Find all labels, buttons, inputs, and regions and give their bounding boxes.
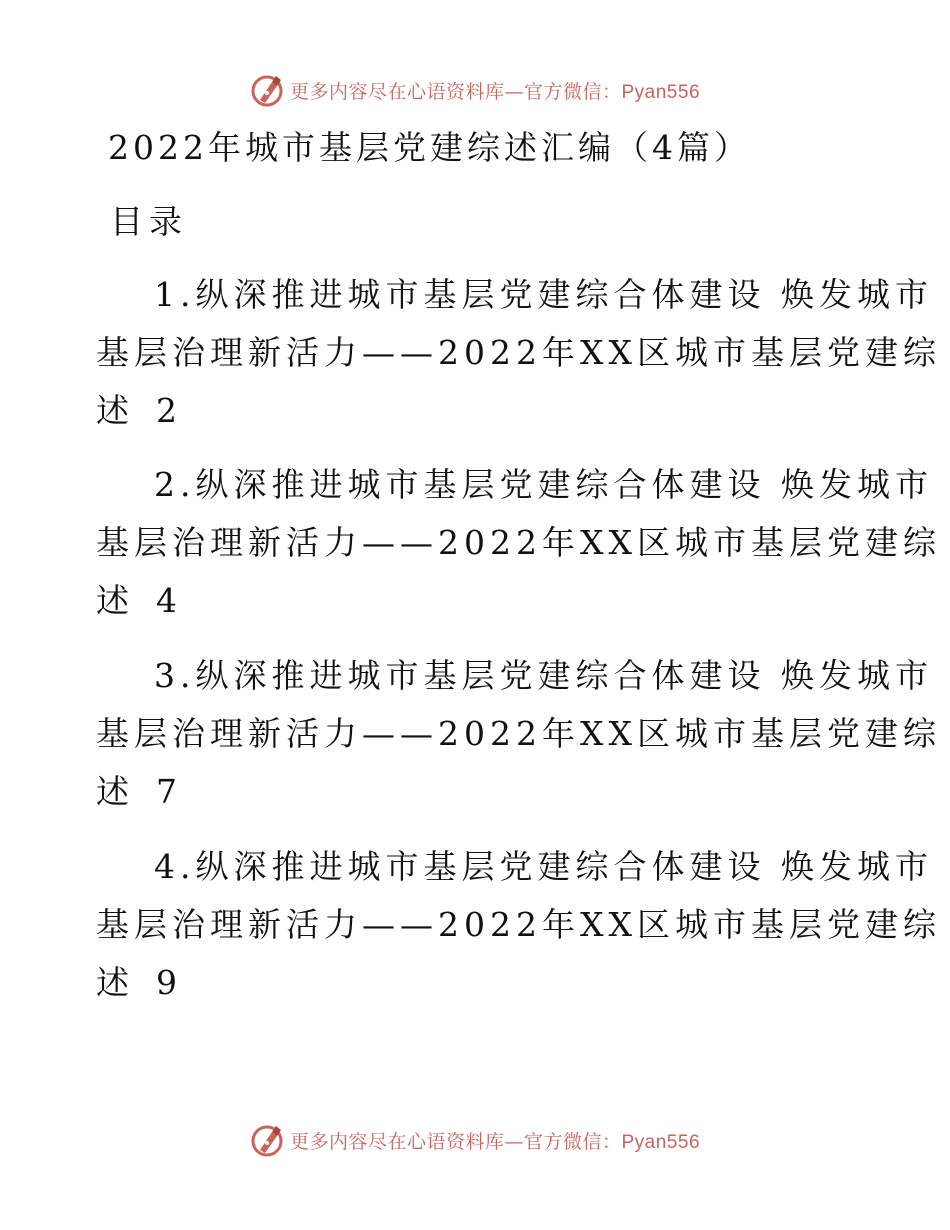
- toc-entry-line: 1.纵深推进城市基层党建综合体建设 焕发城市: [154, 275, 933, 314]
- toc-entry-line: 基层治理新活力——2022年XX区城市基层党建综: [96, 714, 941, 753]
- toc-entry-line: 2.纵深推进城市基层党建综合体建设 焕发城市: [154, 465, 933, 504]
- watermark-header: [0, 70, 950, 110]
- toc-entry-line: 4.纵深推进城市基层党建综合体建设 焕发城市: [154, 847, 933, 886]
- toc-entry[interactable]: [96, 456, 941, 630]
- toc-entry-line: 述: [96, 963, 134, 1002]
- toc-entry-line: 述: [96, 391, 134, 430]
- toc-entry-line: 基层治理新活力——2022年XX区城市基层党建综: [96, 523, 941, 562]
- document-title: 2022年城市基层党建综述汇编（4篇）: [108, 128, 751, 167]
- watermark-footer: [0, 1120, 950, 1160]
- toc-entry-line: 述: [96, 772, 134, 811]
- toc-page-number: 7: [156, 772, 182, 811]
- pen-logo-icon: [250, 72, 286, 108]
- toc-page-number: 2: [156, 391, 182, 430]
- toc-entry[interactable]: [96, 647, 941, 821]
- toc-entry-line: 基层治理新活力——2022年XX区城市基层党建综: [96, 905, 941, 944]
- toc-entry[interactable]: [96, 838, 941, 1012]
- toc-entry-line: 基层治理新活力——2022年XX区城市基层党建综: [96, 333, 941, 372]
- watermark-text: 更多内容尽在心语资料库—官方微信：Pyan556: [289, 1130, 701, 1153]
- pen-logo-icon: [250, 1122, 286, 1158]
- watermark-text: 更多内容尽在心语资料库—官方微信：Pyan556: [289, 80, 701, 103]
- toc-page-number: 9: [156, 963, 182, 1002]
- toc-entry-line: 3.纵深推进城市基层党建综合体建设 焕发城市: [154, 656, 933, 695]
- toc-entry-line: 述: [96, 581, 134, 620]
- toc-entry[interactable]: [96, 266, 941, 440]
- toc-page-number: 4: [156, 581, 182, 620]
- toc-heading: 目录: [110, 202, 188, 241]
